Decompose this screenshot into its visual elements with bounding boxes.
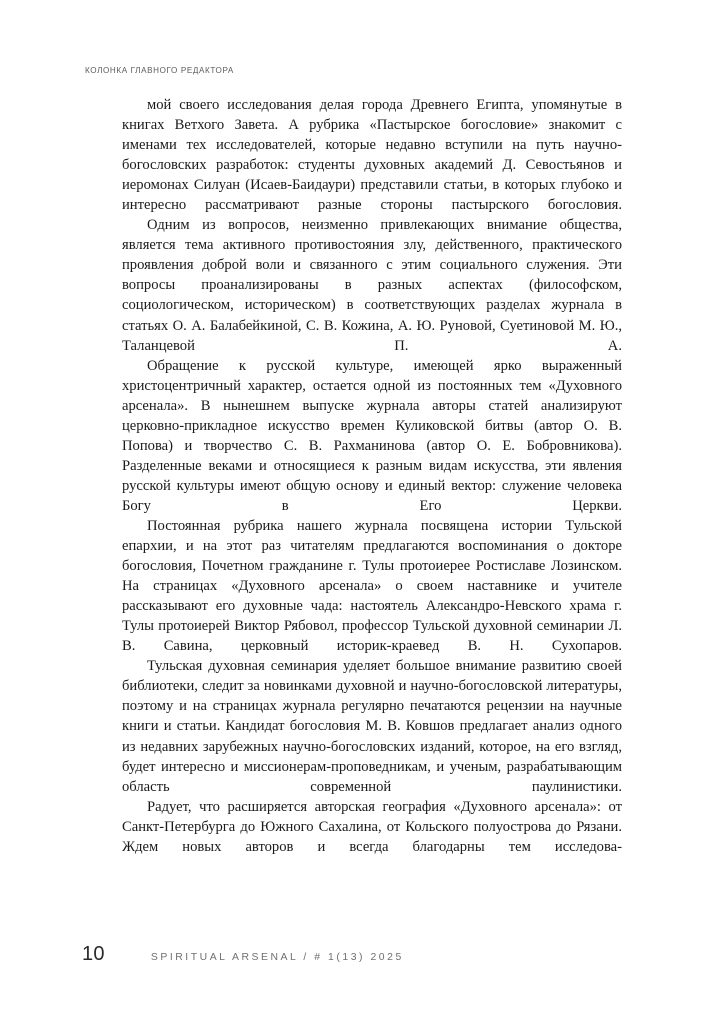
paragraph: Обращение к русской культуре, имеющей ярко выраженный христоцентричный характер, остается одной из постоянных тем «Духовного арсенала». В нынешнем выпуске журнала авторы статей анализируют церковно-прикладное искусство времен Куликовской битвы (автор О. В. Попова) и творчество С. В. Рахманинова (автор О. Е. Бобровникова). Разделенные веками и относящиеся к разным видам искусства, эти явления русской культуры имеют общую основу и единый вектор: служение человека Богу в Его Церкви. — [122, 357, 622, 514]
page-number: 10 — [82, 943, 105, 965]
footer-journal-line: SPIRITUAL ARSENAL / # 1(13) 2025 — [150, 952, 404, 963]
page-footer — [82, 943, 404, 966]
paragraph: Одним из вопросов, неизменно привлекающих внимание общества, является тема активного противостояния злу, действенного, практического проявления доброй воли и связанного с этим социального служения. Эти вопросы проанализированы в разных аспектах (философском, социологическом, историческом) в соответствующих разделах журнала в статьях О. А. Балабейкиной, С. В. Кожина, А. Ю. Руновой, Суетиновой М. Ю., Таланцевой П. А. — [122, 217, 622, 354]
running-head: КОЛОНКА ГЛАВНОГО РЕДАКТОРА — [85, 66, 234, 75]
paragraph: мой своего исследования делая города Древнего Египта, упомянутые в книгах Ветхого Завета. А рубрика «Пастырское богословие» знакомит с именами тех исследователей, которые недавно вступили на путь научно-богословских разработок: студенты духовных академий Д. Севостьянов и иеромонах Силуан (Исаев-Баидаури) представили статьи, в которых глубоко и интересно рассматривают разные стороны пастырского богословия. — [122, 97, 622, 214]
paragraph: Радует, что расширяется авторская география «Духовного арсенала»: от Санкт-Петербурга до Южного Сахалина, от Кольского полуострова до Рязани. Ждем новых авторов и всегда благодарны тем исследова- — [122, 798, 622, 855]
body-text-block — [122, 95, 622, 857]
paragraph: Тульская духовная семинария уделяет большое внимание развитию своей библиотеки, следит за новинками духовной и научно-богословской литературы, поэтому и на страницах журнала регулярно печатаются рецензии на научные книги и статьи. Кандидат богословия М. В. Ковшов предлагает анализ одного из недавних зарубежных научно-богословских изданий, которое, на его взгляд, будет интересно и миссионерам-проповедникам, и ученым, разрабатывающим область современной паулинистики. — [122, 658, 622, 795]
paragraph: Постоянная рубрика нашего журнала посвящена истории Тульской епархии, и на этот раз читателям предлагаются воспоминания о докторе богословия, Почетном гражданине г. Тулы протоиерее Ростиславе Лозинском. На страницах «Духовного арсенала» о своем наставнике и учителе рассказывают его духовные чада: настоятель Александро-Невского храма г. Тулы протоиерей Виктор Рябовол, профессор Тульской духовной семинарии Л. В. Савина, церковный историк-краевед В. Н. Сухопаров. — [122, 517, 622, 655]
